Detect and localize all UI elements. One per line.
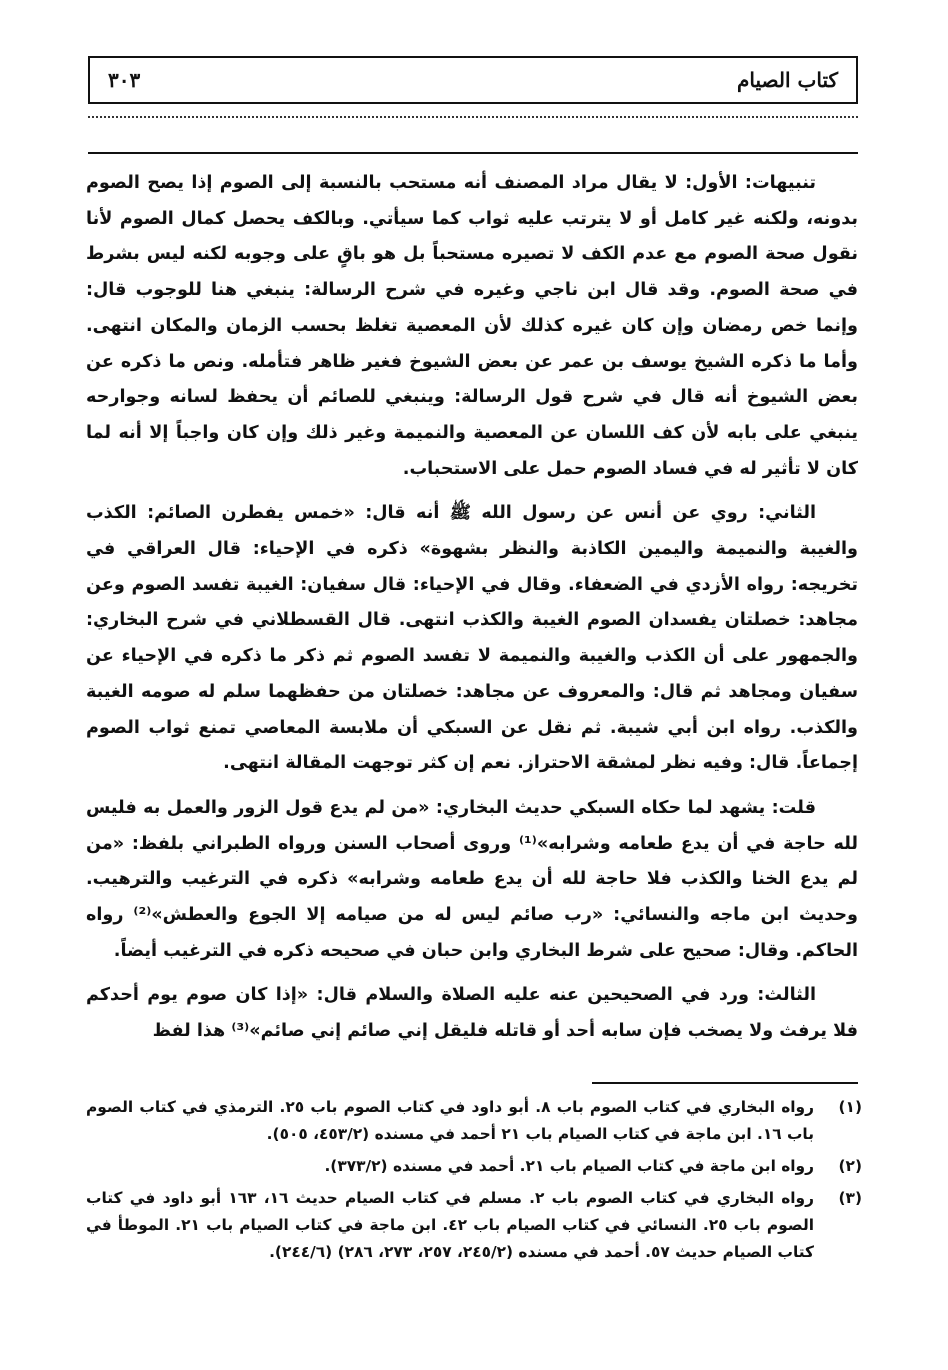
footnote-text: رواه البخاري في كتاب الصوم باب ٨. أبو داود في كتاب الصوم باب ٢٥. الترمذي في كتاب الصوم باب ١٦. ابن ماجة في كتاب الصيام باب ٢١ أحمد في مسنده (٤٥٣/٢، ٥٠٥). [86, 1098, 814, 1143]
paragraph-tanbihat: تنبيهات: الأول: لا يقال مراد المصنف أنه مستحب بالنسبة إلى الصوم إذا يصح الصوم بدونه، ولكنه غير كامل أو لا يترتب عليه ثواب كما سيأتي. وبالكف يحصل كمال الصوم لأنا نقول صحة الصوم مع عدم الكف لا تصيره مستحباً بل هو باقٍ على وجوبه لكنه ليس بشرط في صحة الصوم. وقد قال ابن ناجي وغيره في شرح الرسالة: ينبغي هنا للوجوب قال: وإنما خص رمضان وإن كان غيره كذلك لأن المعصية تغلظ بحسب الزمان والمكان انتهى. وأما ما ذكره الشيخ يوسف بن عمر عن بعض الشيوخ فغير ظاهر فتأمله. ونص ما ذكره عن بعض الشيوخ أنه قال في شرح قول الرسالة: وينبغي للصائم أن يحفظ لسانه وجوارحه ينبغي على بابه لأن كف اللسان عن المعصية والنميمة وغير ذلك وإن كان واجباً إلا أنه لما كان لا تأثير له في فساد الصوم حمل على الاستحباب. [86, 173, 858, 479]
chapter-title: كتاب الصيام [737, 68, 838, 92]
footnotes [86, 1094, 862, 1271]
running-header [88, 56, 858, 104]
footnote-number: (١) [838, 1098, 862, 1116]
main-text [86, 166, 858, 1050]
header-rule [88, 152, 858, 154]
paragraph-qultu: قلت: يشهد لما حكاه السبكي حديث البخاري: «من لم يدع قول الزور والعمل به فليس لله حاجة في أن يدع طعامه وشرابه»⁽¹⁾ وروى أصحاب السنن ورواه الطبراني بلفظ: «من لم يدع الخنا والكذب فلا حاجة لله أن يدع طعامه وشرابه» ذكره في الترغيب والترهيب. وحديث ابن ماجه والنسائي: «رب صائم ليس له من صيامه إلا الجوع والعطش»⁽²⁾ رواه الحاكم. وقال: صحيح على شرط البخاري وابن حبان في صحيحه ذكره في الترغيب أيضاً. [86, 797, 859, 961]
footnote-number: (٢) [838, 1157, 862, 1175]
paragraph-third: الثالث: ورد في الصحيحين عنه عليه الصلاة والسلام قال: «إذا كان صوم يوم أحدكم فلا يرفث ولا يصخب فإن سابه أحد أو قاتله فليقل إني صائم إني صائم»⁽³⁾ هذا لفظ [86, 985, 858, 1042]
footnote-item [86, 1153, 862, 1180]
paragraph-second: الثاني: روي عن أنس عن رسول الله ﷺ أنه قال: «خمس يفطرن الصائم: الكذب والغيبة والنميمة واليمين الكاذبة والنظر بشهوة» ذكره في الإحياء: قال العراقي في تخريجه: رواه الأزدي في الضعفاء. وقال في الإحياء: قال سفيان: الغيبة تفسد الصوم وعن مجاهد: خصلتان يفسدان الصوم الغيبة والكذب انتهى. قال القسطلاني في شرح البخاري: والجمهور على أن الكذب والغيبة والنميمة لا تفسد الصوم ثم ذكر ما ذكره في الإحياء عن سفيان ومجاهد ثم قال: والمعروف عن مجاهد: خصلتان من حفظهما سلم له صومه الغيبة والكذب. رواه ابن أبي شيبة. ثم نقل عن السبكي أن ملابسة المعاصي تمنع ثواب الصوم إجماعاً. قال: وفيه نظر لمشقة الاحتراز. نعم إن كثر توجهت المقالة انتهى. [86, 503, 858, 774]
footnote-item [86, 1185, 862, 1266]
dotted-separator [88, 116, 858, 118]
footnote-rule [592, 1082, 858, 1084]
footnote-number: (٣) [838, 1189, 862, 1207]
footnote-text: رواه البخاري في كتاب الصوم باب ٢. مسلم في كتاب الصيام حديث ١٦، ١٦٣ أبو داود في كتاب الصوم باب ٢٥. النسائي في كتاب الصيام باب ٤٢. ابن ماجة في كتاب الصيام باب ٢١. الموطأ في كتاب الصيام حديث ٥٧. أحمد في مسنده (٢٤٥/٢، ٢٥٧، ٢٧٣، ٢٨٦) (٢٤٤/٦). [86, 1189, 814, 1261]
page-number: ٣٠٣ [108, 68, 141, 92]
footnote-item [86, 1094, 862, 1148]
footnote-text: رواه ابن ماجة في كتاب الصيام باب ٢١. أحمد في مسنده (٣٧٣/٢). [324, 1157, 814, 1175]
